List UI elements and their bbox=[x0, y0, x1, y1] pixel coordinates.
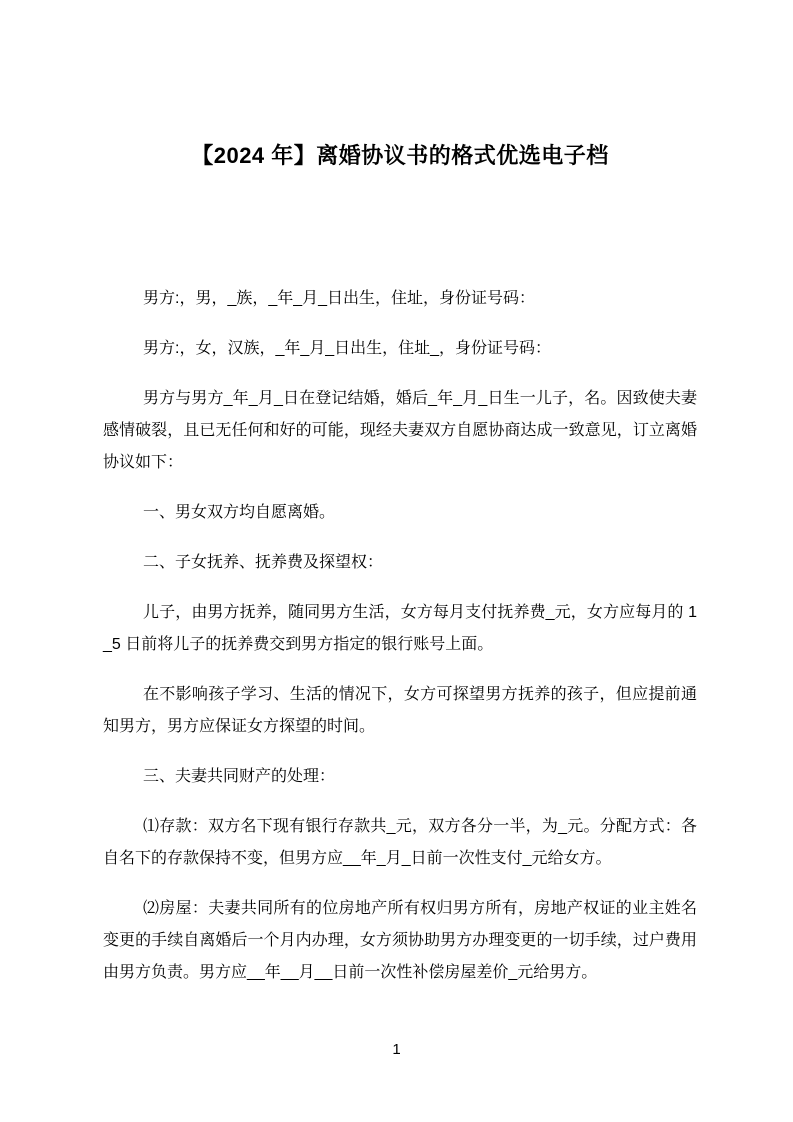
paragraph-custody: 儿子，由男方抚养，随同男方生活，女方每月支付抚养费_元，女方应每月的 1_5 日前将儿子的抚养费交到男方指定的银行账号上面。 bbox=[103, 604, 697, 653]
paragraph-house: ⑵房屋：夫妻共同所有的位房地产所有权归男方所有，房地产权证的业主姓名变更的手续自离婚后一个月内办理，女方须协助男方办理变更的一切手续，过户费用由男方负责。男方应__年__月__日前一次性补偿房屋差价_元给男方。 bbox=[103, 900, 697, 981]
page-number: 1 bbox=[392, 1041, 401, 1058]
paragraph-party-male: 男方:，男，_族，_年_月_日出生，住址，身份证号码： bbox=[143, 290, 536, 307]
section-3-heading: 三、夫妻共同财产的处理： bbox=[143, 768, 336, 785]
paragraph-party-female: 男方:，女，汉族，_年_月_日出生，住址_，身份证号码： bbox=[143, 340, 552, 357]
section-2-heading: 二、子女抚养、抚养费及探望权： bbox=[143, 554, 384, 571]
paragraph-visitation: 在不影响孩子学习、生活的情况下，女方可探望男方抚养的孩子，但应提前通知男方，男方应保证女方探望的时间。 bbox=[103, 686, 697, 735]
document-title: 【2024 年】离婚协议书的格式优选电子档 bbox=[191, 143, 609, 168]
paragraph-deposit: ⑴存款：双方名下现有银行存款共_元，双方各分一半，为_元。分配方式：各自名下的存款保持不变，但男方应__年_月_日前一次性支付_元给女方。 bbox=[103, 818, 697, 867]
paragraph-preamble: 男方与男方_年_月_日在登记结婚，婚后_年_月_日生一儿子，名。因致使夫妻感情破裂，且已无任何和好的可能，现经夫妻双方自愿协商达成一致意见，订立离婚协议如下： bbox=[103, 390, 697, 471]
section-1-heading: 一、男女双方均自愿离婚。 bbox=[143, 504, 336, 521]
